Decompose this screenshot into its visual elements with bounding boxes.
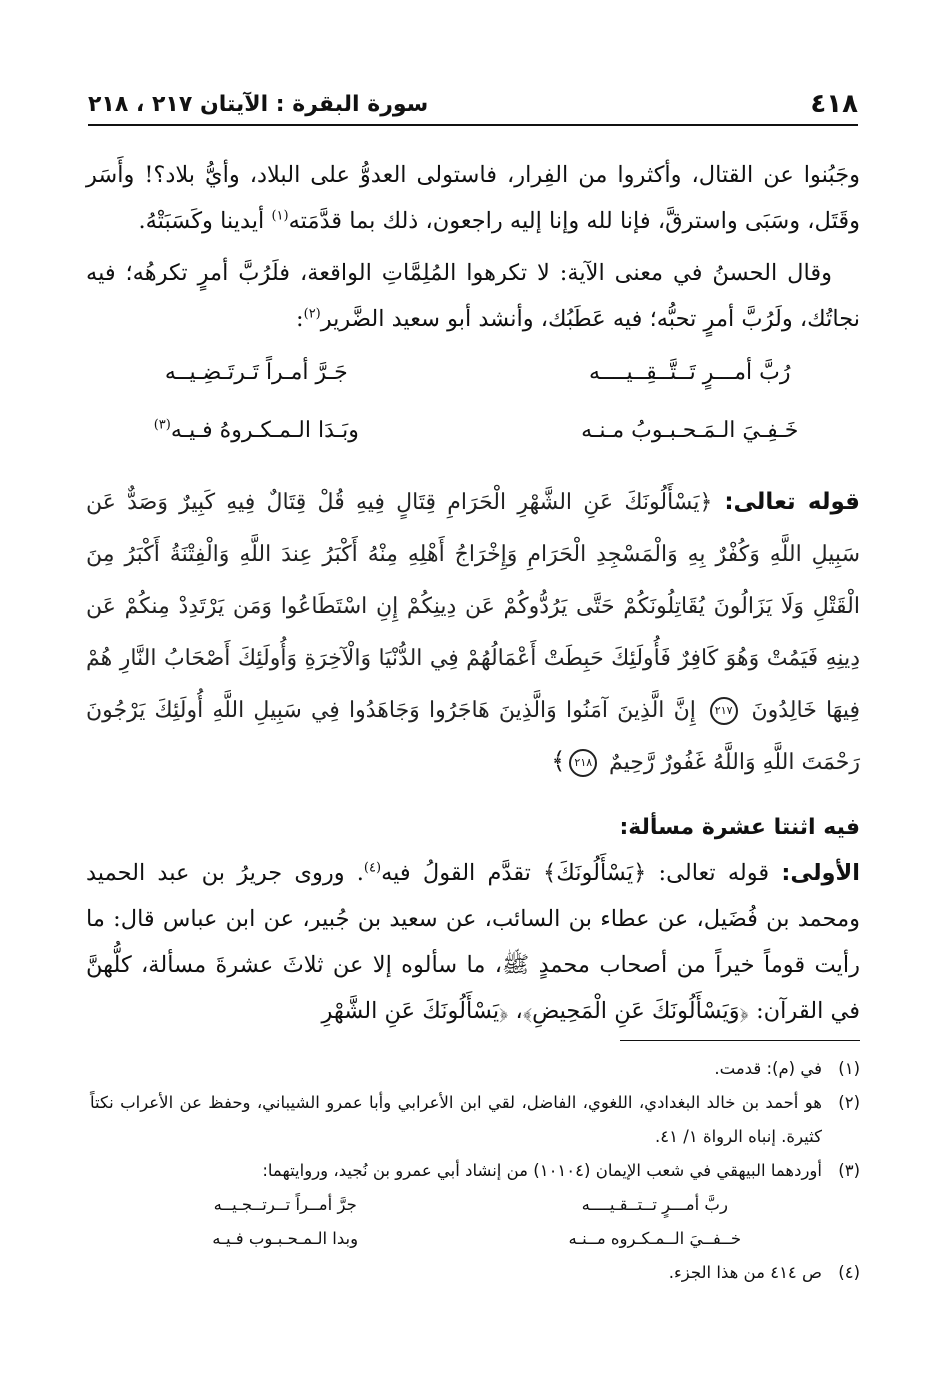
first-issue-paragraph (86, 850, 860, 1034)
main-text (86, 152, 860, 1034)
poem-line-1 (86, 346, 860, 400)
footnote-poem-hemistich: جرَّ أمــراً تــرتــجـيــه (213, 1195, 357, 1214)
footnote-number: (١) (838, 1059, 860, 1078)
quran-lead: قوله تعالى: (724, 489, 860, 515)
footnote-poem-line-2 (90, 1222, 860, 1256)
paragraph-2-text: وقال الحسنُ في معنى الآية: لا تكرهوا المُلِمَّاتِ الواقعة، فلَرُبَّ أمرٍ تكرهُه؛ فيه نجاتُك، ولَرُبَّ أمرٍ تحبُّه؛ فيه عَطَبُك، وأنشد أبو سعيد الضَّرير (86, 260, 860, 332)
running-title: سورة البقرة : الآيتان ٢١٧ ، ٢١٨ (88, 91, 429, 117)
footnote-text: هو أحمد بن خالد البغدادي، اللغوي، الفاضل، لقي ابن الأعرابي وأبا عمرو الشيباني، وحفظ عن الأعراب نكتاً كثيرة. إنباه الرواة ١/ ٤١. (90, 1093, 822, 1146)
footnote-text: في (م): قدمت. (714, 1059, 822, 1078)
poem-hemistich: جَـرَّ أمـراً تَـرتَـضِـيــه (164, 360, 348, 385)
page-header (88, 84, 858, 124)
quran-text-2: إِنَّ الَّذِينَ آمَنُوا وَالَّذِينَ هَاجَرُوا وَجَاهَدُوا فِي سَبِيلِ اللَّهِ أُولَئِكَ يَرْجُونَ رَحْمَتَ اللَّهِ وَاللَّهُ غَفُورٌ رَّحِيمٌ (86, 698, 860, 775)
paragraph-2-tail: : (296, 306, 304, 332)
paragraph-1-tail: أيدينا وكَسَبَتْهُ. (138, 208, 272, 234)
footnotes (90, 1052, 860, 1290)
footnote-ref-2: (٢) (303, 306, 321, 322)
footnote-number: (٤) (838, 1263, 860, 1282)
poem-hemistich: رُبَّ أمـــرٍ تَــتَّــقِــيــــه (588, 360, 791, 385)
footnote-rule (620, 1040, 860, 1041)
paragraph-1 (86, 152, 860, 244)
footnote-text: أوردهما البيهقي في شعب الإيمان (١٠١٠٤) من إنشاد أبي عمرو بن نُجيد، وروايتهما: (262, 1161, 822, 1180)
footnote-3 (90, 1154, 860, 1188)
footnote-poem-line-1 (90, 1188, 860, 1222)
poem-hemistich: خَـفِـيَ الـمَـحـبـوبُ مـنـه (581, 418, 799, 443)
ayah-number-marker: ٢١٨ (569, 749, 597, 777)
footnote-text: ص ٤١٤ من هذا الجزء. (668, 1263, 822, 1282)
first-issue-label: الأولى: (781, 860, 860, 886)
first-issue-text-2: . وروى جريرُ بن عبد الحميد ومحمد بن فُضَيل، عن عطاء بن السائب، عن سعيد بن جُبير، عن ابن عباس قال: ما رأيت قوماً خيراً من أصحاب محمدٍ ﷺ، ما سألوه إلا عن ثلاثَ عشرةَ مسألة، كلُّهنَّ في القرآن: ﴿وَيَسْأَلُونَكَ عَنِ الْمَحِيضِ﴾، ﴿يَسْأَلُونَكَ عَنِ الشَّهْرِ (86, 860, 860, 1024)
footnote-ref-4: (٤) (363, 860, 382, 876)
ayah-number-marker: ٢١٧ (710, 697, 738, 725)
footnote-poem-hemistich: خــفــيَ الــمـكـروه مــنـه (568, 1229, 742, 1248)
paragraph-2 (86, 250, 860, 342)
footnote-ref-3: (٣) (153, 417, 171, 433)
quran-passage (86, 476, 860, 788)
paragraph-1-text: وجَبُنوا عن القتال، وأكثروا من الفِرار، فاستولى العدوُّ على البلاد، وأيُّ بلاد؟! وأَسَر وقَتَل، وسَبَى واسترقَّ، فإنا لله وإنا إليه راجعون، ذلك بما قدَّمَته (86, 162, 860, 234)
header-rule (88, 124, 858, 126)
footnote-poem-hemistich: ربَّ أمـــرٍ تــتــقـيــــه (581, 1195, 728, 1214)
quran-close-bracket: ﴾ (551, 747, 566, 775)
poem-line-2 (86, 404, 860, 458)
footnote-number: (٣) (838, 1161, 860, 1180)
footnote-poem-hemistich: وبدا الـمـحـبـوب فـيـه (212, 1229, 359, 1248)
page-number: ٤١٨ (810, 89, 858, 119)
footnote-number: (٢) (838, 1093, 860, 1112)
quran-text: ﴿يَسْأَلُونَكَ عَنِ الشَّهْرِ الْحَرَامِ قِتَالٍ فِيهِ قُلْ قِتَالٌ فِيهِ كَبِيرٌ وَصَدٌّ عَن سَبِيلِ اللَّهِ وَكُفْرٌ بِهِ وَالْمَسْجِدِ الْحَرَامِ وَإِخْرَاجُ أَهْلِهِ مِنْهُ أَكْبَرُ عِندَ اللَّهِ وَالْفِتْنَةُ أَكْبَرُ مِنَ الْقَتْلِ وَلَا يَزَالُونَ يُقَاتِلُونَكُمْ حَتَّى يَرُدُّوكُمْ عَن دِينِكُمْ إِنِ اسْتَطَاعُوا وَمَن يَرْتَدِدْ مِنكُمْ عَن دِينِهِ فَيَمُتْ وَهُوَ كَافِرٌ فَأُولَئِكَ حَبِطَتْ أَعْمَالُهُمْ فِي الدُّنْيَا وَالْآخِرَةِ وَأُولَئِكَ أَصْحَابُ النَّارِ هُمْ فِيهَا خَالِدُونَ (86, 490, 860, 723)
footnote-ref-1: (١) (271, 208, 289, 224)
footnote-4 (90, 1256, 860, 1290)
footnote-1 (90, 1052, 860, 1086)
first-issue-text: قوله تعالى: ﴿يَسْأَلُونَكَ﴾ تقدَّم القولُ فيه (381, 860, 782, 886)
footnote-2 (90, 1086, 860, 1154)
poem-hemistich (86, 408, 427, 454)
section-heading: فيه اثنتا عشرة مسألة: (619, 815, 860, 840)
poem-hemistich-text: وبَـدَا الـمـكـروهُ فـيـه (170, 418, 359, 443)
